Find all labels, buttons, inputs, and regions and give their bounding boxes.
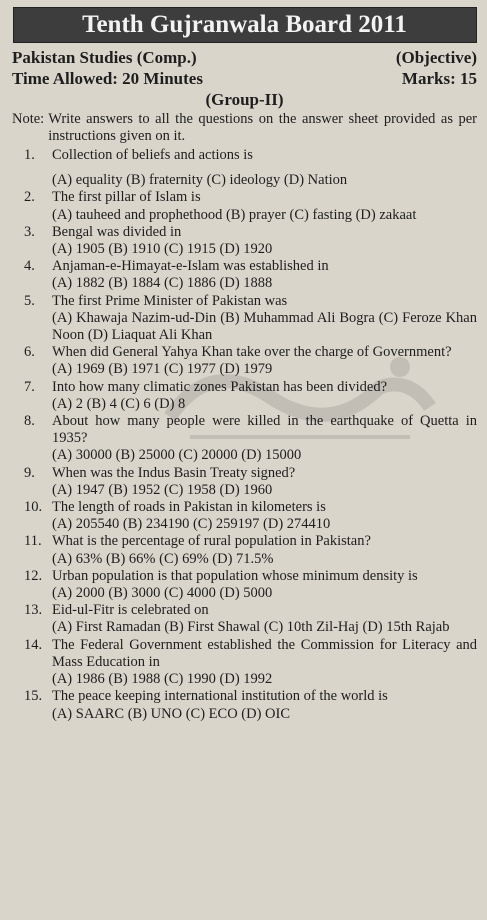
question-stem: Collection of beliefs and actions is: [52, 147, 253, 163]
question-options: (A) SAARC (B) UNO (C) ECO (D) OIC: [52, 705, 291, 722]
question-stem: Urban population is that population whose minimum density is: [52, 567, 418, 584]
question-body: [52, 602, 477, 636]
question-options: (A) 2 (B) 4 (C) 6 (D) 8: [52, 395, 186, 412]
question-stem: Anjaman-e-Himayat-e-Islam was established in: [52, 258, 329, 275]
question-options: (A) equality (B) fraternity (C) ideology (D) Nation: [52, 172, 348, 189]
question-number: 11.: [24, 533, 42, 550]
question-options: (A) 1905 (B) 1910 (C) 1915 (D) 1920: [52, 241, 273, 258]
question-options: (A) tauheed and prophethood (B) prayer (C) fasting (D) zakaat: [52, 206, 417, 223]
question-item: [12, 224, 477, 258]
question-item: [12, 499, 477, 533]
instructions-note: [12, 111, 477, 145]
question-number: 5.: [24, 292, 35, 309]
question-body: [52, 147, 477, 189]
question-options: (A) 63% (B) 66% (C) 69% (D) 71.5%: [52, 550, 274, 567]
question-item: [12, 413, 477, 465]
question-body: [52, 379, 477, 413]
question-body: [52, 637, 477, 689]
question-options: (A) 1947 (B) 1952 (C) 1958 (D) 1960: [52, 481, 273, 498]
question-body: [52, 533, 477, 567]
question-options: (A) 30000 (B) 25000 (C) 20000 (D) 15000: [52, 447, 302, 464]
exam-page: [0, 7, 487, 920]
question-number: 13.: [24, 602, 43, 619]
question-number: 14.: [24, 636, 43, 653]
board-title-banner: Tenth Gujranwala Board 2011: [13, 7, 477, 43]
question-item: [12, 293, 477, 345]
question-stem: The first pillar of Islam is: [52, 189, 201, 206]
question-item: [12, 688, 477, 722]
question-options: (A) 1969 (B) 1971 (C) 1977 (D) 1979: [52, 361, 273, 378]
question-stem: Into how many climatic zones Pakistan has been divided?: [52, 378, 388, 395]
question-stem: What is the percentage of rural population in Pakistan?: [52, 533, 371, 550]
question-item: [12, 465, 477, 499]
question-options: (A) 2000 (B) 3000 (C) 4000 (D) 5000: [52, 585, 273, 602]
question-number: 6.: [24, 344, 35, 361]
question-options: (A) First Ramadan (B) First Shawal (C) 10th Zil-Haj (D) 15th Rajab: [52, 619, 450, 636]
question-number: 2.: [24, 189, 35, 206]
question-item: [12, 568, 477, 602]
question-stem: The Federal Government established the Commission for Literacy and Mass Education in: [52, 636, 477, 670]
question-body: [52, 293, 477, 345]
question-item: [12, 189, 477, 223]
question-number: 7.: [24, 378, 35, 395]
question-stem: Eid-ul-Fitr is celebrated on: [52, 602, 209, 619]
question-stem: When was the Indus Basin Treaty signed?: [52, 464, 296, 481]
question-body: [52, 258, 477, 292]
question-body: [52, 499, 477, 533]
spacer: [52, 164, 477, 172]
question-number: 8.: [24, 413, 35, 430]
question-number: 10.: [24, 499, 43, 516]
note-label: Note:: [12, 111, 45, 127]
question-body: [52, 413, 477, 465]
question-item: [12, 344, 477, 378]
question-number: 4.: [24, 258, 35, 275]
question-number: 3.: [24, 223, 35, 240]
question-options: (A) 1986 (B) 1988 (C) 1990 (D) 1992: [52, 671, 273, 688]
question-options: (A) Khawaja Nazim-ud-Din (B) Muhammad Ali Bogra (C) Feroze Khan Noon (D) Liaquat Ali Khan: [52, 309, 477, 344]
question-list: [12, 147, 477, 723]
question-number: 12.: [24, 567, 43, 584]
question-number: 1.: [24, 147, 35, 163]
question-item: [12, 602, 477, 636]
question-body: [52, 224, 477, 258]
question-body: [52, 189, 477, 223]
question-item: [12, 379, 477, 413]
question-body: [52, 688, 477, 722]
question-body: [52, 465, 477, 499]
question-stem: The peace keeping international institution of the world is: [52, 688, 388, 705]
question-number: 15.: [24, 688, 43, 705]
question-stem: Bengal was divided in: [52, 223, 182, 240]
question-number: 9.: [24, 464, 35, 481]
paper-type-label: (Objective): [395, 48, 477, 67]
question-stem: About how many people were killed in the earthquake of Quetta in 1935?: [52, 413, 477, 447]
question-item: [12, 533, 477, 567]
time-allowed-label: Time Allowed: 20 Minutes: [12, 69, 203, 88]
question-stem: The first Prime Minister of Pakistan was: [52, 292, 288, 309]
question-options: (A) 1882 (B) 1884 (C) 1886 (D) 1888: [52, 275, 273, 292]
question-item: [12, 147, 477, 189]
question-stem: The length of roads in Pakistan in kilometers is: [52, 499, 326, 516]
header-row-time: [12, 68, 477, 89]
question-body: [52, 344, 477, 378]
header-row-subject: [12, 47, 477, 68]
marks-label: Marks: 15: [401, 69, 477, 88]
question-body: [52, 568, 477, 602]
question-stem: When did General Yahya Khan take over the charge of Government?: [52, 344, 452, 361]
group-label: (Group-II): [205, 90, 284, 109]
question-options: (A) 205540 (B) 234190 (C) 259197 (D) 274410: [52, 516, 331, 533]
question-item: [12, 258, 477, 292]
note-text: Write answers to all the questions on the answer sheet provided as per instructions given on it.: [48, 111, 477, 144]
question-item: [12, 637, 477, 689]
subject-label: Pakistan Studies (Comp.): [12, 48, 197, 67]
